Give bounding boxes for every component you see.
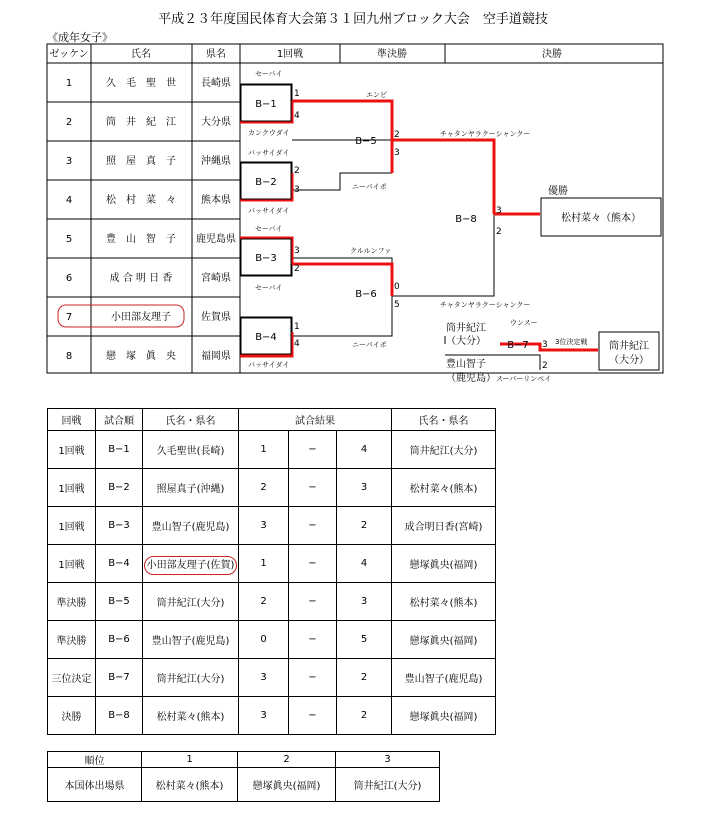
svg-text:B−2: B−2 bbox=[255, 177, 277, 188]
svg-text:1: 1 bbox=[294, 322, 300, 332]
svg-text:3: 3 bbox=[394, 148, 400, 158]
svg-text:8: 8 bbox=[65, 351, 73, 362]
svg-text:クルルンファ: クルルンファ bbox=[350, 247, 392, 255]
table-row: 三位決定 B−7 筒井紀江(大分) 3 − 2 豊山智子(鹿児島) bbox=[48, 659, 496, 697]
header-round1: 1回戦 bbox=[276, 49, 304, 60]
svg-text:4: 4 bbox=[294, 111, 300, 121]
svg-text:バッサイダイ: バッサイダイ bbox=[248, 361, 290, 369]
svg-text:ウンスー: ウンスー bbox=[510, 319, 538, 327]
svg-text:B−6: B−6 bbox=[355, 289, 377, 300]
svg-text:4: 4 bbox=[65, 195, 73, 206]
third-p1-name: 筒井紀江 bbox=[446, 323, 486, 334]
svg-text:5: 5 bbox=[65, 234, 73, 245]
table-header-row bbox=[48, 409, 496, 431]
svg-text:福岡県: 福岡県 bbox=[201, 351, 231, 362]
match-box-b1 bbox=[241, 85, 291, 121]
section-label: 《成年女子》 bbox=[47, 31, 113, 44]
svg-text:3: 3 bbox=[294, 185, 300, 195]
svg-text:1: 1 bbox=[294, 89, 300, 99]
svg-text:3位決定戦: 3位決定戦 bbox=[555, 338, 588, 346]
header-semifinal: 準決勝 bbox=[377, 49, 407, 60]
svg-text:佐賀県: 佐賀県 bbox=[201, 312, 231, 323]
svg-text:長崎県: 長崎県 bbox=[201, 78, 231, 89]
third-winner-name: 筒井紀江 bbox=[609, 341, 649, 352]
winner-name: 松村菜々（熊本） bbox=[561, 213, 641, 224]
svg-text:2: 2 bbox=[65, 117, 73, 128]
svg-text:バッサイダイ: バッサイダイ bbox=[248, 207, 290, 215]
svg-text:沖縄県: 沖縄県 bbox=[201, 156, 231, 167]
highlight-circle: 小田部友理子(佐賀) bbox=[144, 556, 238, 575]
svg-text:松 村 菜 々: 松 村 菜 々 bbox=[106, 195, 176, 206]
table-row: 決勝 B−8 松村菜々(熊本) 3 − 2 戀塚眞央(福岡) bbox=[48, 697, 496, 735]
svg-text:セーパイ: セーパイ bbox=[255, 284, 283, 292]
svg-text:4: 4 bbox=[294, 339, 300, 349]
third-p1-pref: （大分） bbox=[446, 336, 486, 347]
match-box-b6 bbox=[355, 289, 377, 300]
header-name: 氏名 bbox=[131, 49, 151, 60]
svg-text:2: 2 bbox=[496, 227, 502, 237]
page-title: 平成２３年度国民体育大会第３１回九州ブロック大会 空手道競技 bbox=[158, 12, 548, 27]
svg-text:エンピ: エンピ bbox=[366, 91, 387, 99]
svg-text:2: 2 bbox=[294, 264, 300, 274]
third-p2-name: 豊山智子 bbox=[446, 359, 486, 370]
svg-text:B−3: B−3 bbox=[255, 253, 277, 264]
svg-text:大分県: 大分県 bbox=[201, 117, 231, 128]
svg-text:セーパイ: セーパイ bbox=[255, 225, 283, 233]
svg-text:筒 井 紀 江: 筒 井 紀 江 bbox=[106, 117, 176, 128]
table-row: 準決勝 B−5 筒井紀江(大分) 2 − 3 松村菜々(熊本) bbox=[48, 583, 496, 621]
svg-text:B−1: B−1 bbox=[255, 99, 277, 110]
svg-text:宮崎県: 宮崎県 bbox=[201, 273, 231, 284]
svg-text:B−7: B−7 bbox=[507, 340, 529, 351]
table-row: 1回戦 B−2 照屋真子(沖縄) 2 − 3 松村菜々(熊本) bbox=[48, 469, 496, 507]
svg-text:1: 1 bbox=[65, 78, 73, 89]
table-row: 準決勝 B−6 豊山智子(鹿児島) 0 − 5 戀塚眞央(福岡) bbox=[48, 621, 496, 659]
header-pref: 県名 bbox=[206, 49, 226, 60]
svg-text:2: 2 bbox=[394, 130, 400, 140]
tournament-bracket bbox=[0, 0, 706, 400]
results-table bbox=[47, 408, 496, 735]
svg-text:2: 2 bbox=[542, 361, 548, 371]
match-box-b4 bbox=[241, 318, 291, 354]
match-box-b5 bbox=[341, 102, 391, 188]
svg-text:カンクウダイ: カンクウダイ bbox=[248, 129, 290, 137]
svg-text:B−5: B−5 bbox=[355, 136, 377, 147]
svg-text:7: 7 bbox=[65, 312, 73, 323]
svg-text:鹿児島県: 鹿児島県 bbox=[196, 234, 236, 245]
svg-text:照 屋 真 子: 照 屋 真 子 bbox=[106, 156, 176, 167]
svg-text:6: 6 bbox=[65, 273, 73, 284]
svg-text:ニーパイポ: ニーパイポ bbox=[352, 341, 387, 349]
svg-text:2: 2 bbox=[294, 166, 300, 176]
header-number: ゼッケン bbox=[49, 49, 89, 60]
svg-text:ニーパイポ: ニーパイポ bbox=[352, 183, 387, 191]
svg-text:3: 3 bbox=[65, 156, 73, 167]
third-winner-pref: （大分） bbox=[609, 355, 649, 366]
svg-text:久 毛 聖 世: 久 毛 聖 世 bbox=[106, 78, 176, 89]
svg-text:3: 3 bbox=[294, 246, 300, 256]
match-box-b8 bbox=[455, 214, 477, 225]
svg-text:B−8: B−8 bbox=[455, 214, 477, 225]
header-final: 決勝 bbox=[542, 49, 562, 60]
table-row: 本国体出場県 松村菜々(熊本) 戀塚眞央(福岡) 筒井紀江(大分) bbox=[48, 768, 440, 802]
svg-text:3: 3 bbox=[496, 206, 502, 216]
svg-text:3: 3 bbox=[542, 340, 548, 350]
bracket-entry bbox=[58, 305, 231, 327]
svg-text:セーパイ: セーパイ bbox=[255, 70, 283, 78]
svg-text:豊 山 智 子: 豊 山 智 子 bbox=[106, 234, 176, 245]
winner-label: 優勝 bbox=[548, 186, 568, 197]
match-box-b7 bbox=[507, 340, 529, 351]
table-row: 1回戦 B−1 久毛聖世(長崎) 1 − 4 筒井紀江(大分) bbox=[48, 431, 496, 469]
svg-text:バッサイダイ: バッサイダイ bbox=[248, 149, 290, 157]
col-header-player2: 氏名・県名 bbox=[392, 409, 496, 431]
match-box-b2 bbox=[241, 163, 291, 199]
svg-text:0: 0 bbox=[394, 282, 400, 292]
table-row: 1回戦 B−4 小田部友理子(佐賀) 1 − 4 戀塚眞央(福岡) bbox=[48, 545, 496, 583]
svg-text:5: 5 bbox=[394, 300, 400, 310]
table-row: 1回戦 B−3 豊山智子(鹿児島) 3 − 2 成合明日香(宮崎) bbox=[48, 507, 496, 545]
svg-text:熊本県: 熊本県 bbox=[201, 195, 231, 206]
third-p2-pref: （鹿児島） bbox=[446, 373, 496, 384]
svg-text:チャタンヤラクーシャンクー: チャタンヤラクーシャンクー bbox=[440, 301, 531, 309]
col-header-player1: 氏名・県名 bbox=[143, 409, 239, 431]
svg-text:小田部友理子: 小田部友理子 bbox=[111, 312, 171, 323]
col-header-match: 試合順 bbox=[96, 409, 143, 431]
match-box-b3 bbox=[241, 239, 291, 275]
table-header-row: 順位 1 2 3 bbox=[48, 752, 440, 768]
svg-text:チャタンヤラクーシャンクー: チャタンヤラクーシャンクー bbox=[440, 130, 531, 138]
svg-text:成 合 明 日 香: 成 合 明 日 香 bbox=[109, 273, 173, 284]
ranking-table bbox=[47, 751, 440, 802]
col-header-result: 試合結果 bbox=[239, 409, 392, 431]
svg-text:B−4: B−4 bbox=[255, 332, 277, 343]
svg-text:戀 塚 眞 央: 戀 塚 眞 央 bbox=[106, 351, 176, 362]
col-header-round: 回戦 bbox=[48, 409, 96, 431]
svg-text:スーパーリンペイ: スーパーリンペイ bbox=[496, 375, 552, 383]
